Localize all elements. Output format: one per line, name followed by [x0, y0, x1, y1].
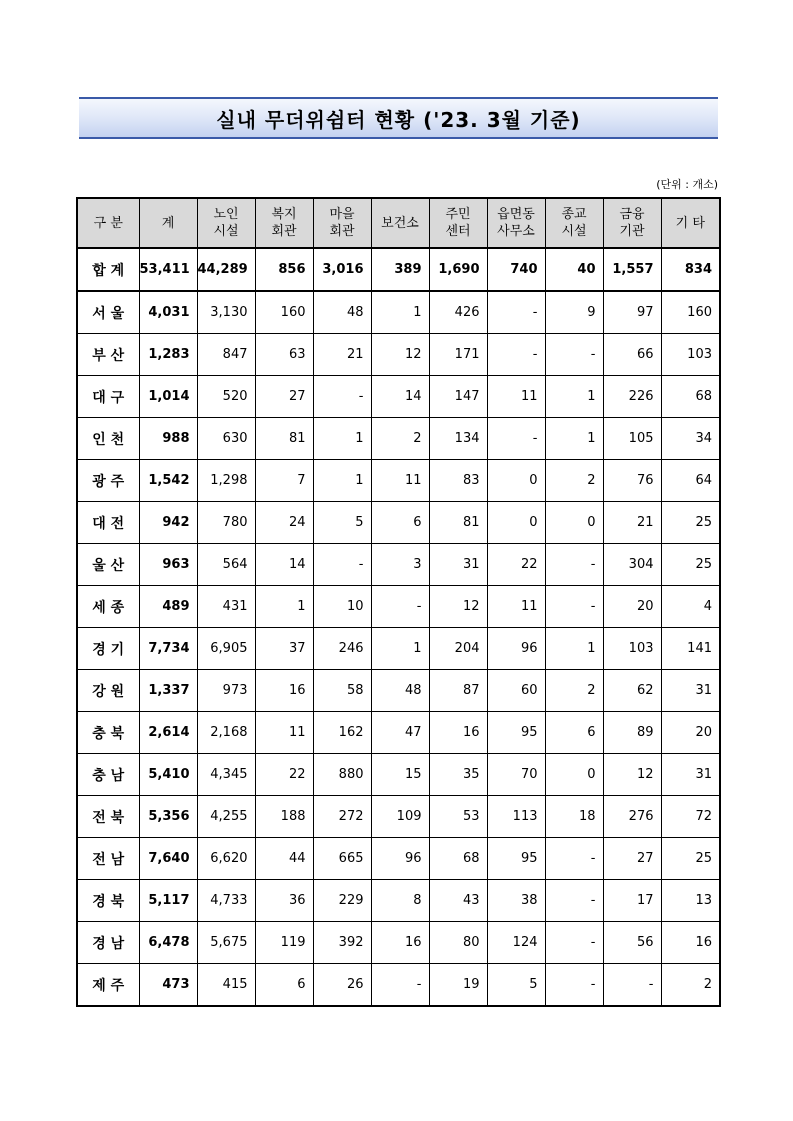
table-cell: 12 [603, 754, 661, 796]
table-cell: 20 [603, 586, 661, 628]
table-cell: 31 [661, 754, 720, 796]
table-row [77, 586, 720, 628]
table-cell: 53 [429, 796, 487, 838]
column-header: 주민 센터 [429, 198, 487, 248]
table-cell: 43 [429, 880, 487, 922]
table-cell: 103 [603, 628, 661, 670]
unit-note: (단위 : 개소) [656, 178, 718, 191]
table-cell: - [487, 291, 545, 334]
table-cell: 834 [661, 248, 720, 291]
table-cell: 0 [545, 754, 603, 796]
table-cell: 272 [313, 796, 371, 838]
table-row [77, 460, 720, 502]
table-cell: 162 [313, 712, 371, 754]
table-cell: 7,640 [139, 838, 197, 880]
table-cell: 68 [429, 838, 487, 880]
table-cell: 1,298 [197, 460, 255, 502]
table-cell: 5,356 [139, 796, 197, 838]
table-row [77, 922, 720, 964]
column-header: 읍면동 사무소 [487, 198, 545, 248]
table-cell: 1,542 [139, 460, 197, 502]
table-cell: 415 [197, 964, 255, 1007]
region-label: 광 주 [77, 460, 139, 502]
table-cell: - [487, 334, 545, 376]
table-cell: 70 [487, 754, 545, 796]
column-header: 노인 시설 [197, 198, 255, 248]
table-cell: - [545, 922, 603, 964]
table-cell: 2 [545, 460, 603, 502]
table-cell: - [545, 964, 603, 1007]
table-cell: 12 [371, 334, 429, 376]
table-cell: 124 [487, 922, 545, 964]
table-row [77, 544, 720, 586]
table-cell: 489 [139, 586, 197, 628]
table-cell: 1 [545, 418, 603, 460]
column-header: 복지 회관 [255, 198, 313, 248]
table-cell: 105 [603, 418, 661, 460]
table-cell: 226 [603, 376, 661, 418]
table-cell: 27 [603, 838, 661, 880]
table-cell: 7 [255, 460, 313, 502]
table-cell: 3,130 [197, 291, 255, 334]
table-cell: 15 [371, 754, 429, 796]
table-cell: 16 [255, 670, 313, 712]
region-label: 제 주 [77, 964, 139, 1007]
table-cell: 1,690 [429, 248, 487, 291]
table-cell: 17 [603, 880, 661, 922]
table-cell: - [487, 418, 545, 460]
table-cell: 31 [429, 544, 487, 586]
region-label: 합 계 [77, 248, 139, 291]
table-cell: - [313, 544, 371, 586]
table-cell: 426 [429, 291, 487, 334]
table-cell: 95 [487, 838, 545, 880]
table-cell: 2 [545, 670, 603, 712]
table-cell: 134 [429, 418, 487, 460]
table-cell: 113 [487, 796, 545, 838]
table-row [77, 964, 720, 1007]
table-cell: 665 [313, 838, 371, 880]
table-row [77, 838, 720, 880]
table-cell: 1,557 [603, 248, 661, 291]
table-cell: 8 [371, 880, 429, 922]
table-cell: 963 [139, 544, 197, 586]
table-cell: 97 [603, 291, 661, 334]
table-cell: 392 [313, 922, 371, 964]
table-cell: - [545, 544, 603, 586]
table-cell: 81 [255, 418, 313, 460]
table-cell: - [313, 376, 371, 418]
table-cell: 26 [313, 964, 371, 1007]
table-cell: 25 [661, 502, 720, 544]
table-cell: 856 [255, 248, 313, 291]
table-cell: 1,337 [139, 670, 197, 712]
table-cell: 48 [371, 670, 429, 712]
table-row [77, 880, 720, 922]
table-row [77, 712, 720, 754]
table-cell: 3 [371, 544, 429, 586]
table-cell: 880 [313, 754, 371, 796]
table-cell: 6 [255, 964, 313, 1007]
table-cell: 4,345 [197, 754, 255, 796]
table-row [77, 754, 720, 796]
table-cell: 62 [603, 670, 661, 712]
table-cell: 20 [661, 712, 720, 754]
table-cell: 21 [603, 502, 661, 544]
table-cell: 68 [661, 376, 720, 418]
table-cell: 276 [603, 796, 661, 838]
page-title: 실내 무더위쉼터 현황 ('23. 3월 기준) [216, 107, 581, 132]
table-cell: 10 [313, 586, 371, 628]
region-label: 전 남 [77, 838, 139, 880]
table-cell: 304 [603, 544, 661, 586]
table-cell: 81 [429, 502, 487, 544]
table-cell: 780 [197, 502, 255, 544]
table-cell: 5,410 [139, 754, 197, 796]
table-cell: 9 [545, 291, 603, 334]
table-cell: 16 [371, 922, 429, 964]
table-cell: 4 [661, 586, 720, 628]
table-cell: 0 [487, 460, 545, 502]
title-banner [79, 97, 718, 139]
table-cell: 53,411 [139, 248, 197, 291]
table-cell: 76 [603, 460, 661, 502]
region-label: 세 종 [77, 586, 139, 628]
table-cell: 160 [255, 291, 313, 334]
table-body [77, 248, 720, 1006]
table-cell: 942 [139, 502, 197, 544]
table-cell: 31 [661, 670, 720, 712]
table-cell: 246 [313, 628, 371, 670]
table-cell: - [545, 586, 603, 628]
table-row [77, 628, 720, 670]
table-cell: 11 [487, 586, 545, 628]
table-row [77, 502, 720, 544]
table-cell: 36 [255, 880, 313, 922]
table-cell: 1 [545, 628, 603, 670]
table-cell: 44 [255, 838, 313, 880]
table-cell: 1 [371, 291, 429, 334]
table-cell: 47 [371, 712, 429, 754]
column-header: 보건소 [371, 198, 429, 248]
table-cell: 22 [255, 754, 313, 796]
table-cell: 14 [255, 544, 313, 586]
table-cell: 72 [661, 796, 720, 838]
table-cell: 18 [545, 796, 603, 838]
shelter-table [76, 197, 721, 1007]
column-header: 기 타 [661, 198, 720, 248]
table-cell: 6,620 [197, 838, 255, 880]
table-cell: 13 [661, 880, 720, 922]
table-cell: 204 [429, 628, 487, 670]
table-cell: 4,255 [197, 796, 255, 838]
table-cell: 171 [429, 334, 487, 376]
table-cell: 24 [255, 502, 313, 544]
table-cell: - [371, 964, 429, 1007]
table-cell: 96 [371, 838, 429, 880]
table-cell: 96 [487, 628, 545, 670]
table-cell: 630 [197, 418, 255, 460]
table-cell: 95 [487, 712, 545, 754]
table-cell: 27 [255, 376, 313, 418]
table-cell: - [545, 880, 603, 922]
table-cell: 103 [661, 334, 720, 376]
table-cell: 34 [661, 418, 720, 460]
column-header: 계 [139, 198, 197, 248]
table-cell: - [545, 334, 603, 376]
table-cell: 5 [487, 964, 545, 1007]
table-cell: 160 [661, 291, 720, 334]
table-cell: 229 [313, 880, 371, 922]
table-cell: 14 [371, 376, 429, 418]
table-cell: 119 [255, 922, 313, 964]
region-label: 경 남 [77, 922, 139, 964]
table-row [77, 334, 720, 376]
table-cell: 109 [371, 796, 429, 838]
table-cell: 80 [429, 922, 487, 964]
table-cell: 38 [487, 880, 545, 922]
table-cell: 564 [197, 544, 255, 586]
table-cell: 6 [371, 502, 429, 544]
table-cell: 19 [429, 964, 487, 1007]
table-row [77, 670, 720, 712]
table-cell: 141 [661, 628, 720, 670]
region-label: 울 산 [77, 544, 139, 586]
table-cell: 5,117 [139, 880, 197, 922]
table-cell: 5 [313, 502, 371, 544]
table-cell: 1,014 [139, 376, 197, 418]
header-row [77, 198, 720, 248]
table-cell: 64 [661, 460, 720, 502]
table-cell: 2 [371, 418, 429, 460]
region-label: 경 북 [77, 880, 139, 922]
region-label: 인 천 [77, 418, 139, 460]
table-cell: 25 [661, 838, 720, 880]
region-label: 대 구 [77, 376, 139, 418]
table-cell: 83 [429, 460, 487, 502]
table-cell: 1 [313, 418, 371, 460]
table-cell: 6,905 [197, 628, 255, 670]
table-cell: 22 [487, 544, 545, 586]
table-cell: 11 [371, 460, 429, 502]
region-label: 강 원 [77, 670, 139, 712]
table-cell: - [545, 838, 603, 880]
table-cell: 2 [661, 964, 720, 1007]
table-cell: 12 [429, 586, 487, 628]
table-cell: 473 [139, 964, 197, 1007]
table-cell: 1 [371, 628, 429, 670]
table-cell: 21 [313, 334, 371, 376]
table-cell: 1 [545, 376, 603, 418]
table-cell: 48 [313, 291, 371, 334]
table-cell: 6 [545, 712, 603, 754]
table-cell: 5,675 [197, 922, 255, 964]
table-cell: 1 [255, 586, 313, 628]
table-cell: 389 [371, 248, 429, 291]
table-cell: 25 [661, 544, 720, 586]
table-cell: 16 [661, 922, 720, 964]
table-cell: 0 [545, 502, 603, 544]
region-label: 전 북 [77, 796, 139, 838]
table-cell: 4,733 [197, 880, 255, 922]
table-row [77, 796, 720, 838]
region-label: 부 산 [77, 334, 139, 376]
column-header: 종교 시설 [545, 198, 603, 248]
table-cell: 973 [197, 670, 255, 712]
total-row [77, 248, 720, 291]
region-label: 경 기 [77, 628, 139, 670]
table-cell: 44,289 [197, 248, 255, 291]
table-cell: 431 [197, 586, 255, 628]
region-label: 충 남 [77, 754, 139, 796]
table-row [77, 291, 720, 334]
table-cell: 3,016 [313, 248, 371, 291]
table-cell: 1 [313, 460, 371, 502]
column-header: 마을 회관 [313, 198, 371, 248]
table-cell: 87 [429, 670, 487, 712]
table-cell: 2,168 [197, 712, 255, 754]
table-cell: 147 [429, 376, 487, 418]
table-cell: 2,614 [139, 712, 197, 754]
table-row [77, 376, 720, 418]
table-cell: 63 [255, 334, 313, 376]
table-cell: 40 [545, 248, 603, 291]
table-cell: 66 [603, 334, 661, 376]
table-cell: 58 [313, 670, 371, 712]
table-cell: 520 [197, 376, 255, 418]
table-cell: - [371, 586, 429, 628]
table-cell: 35 [429, 754, 487, 796]
table-cell: 0 [487, 502, 545, 544]
table-cell: 188 [255, 796, 313, 838]
table-cell: 740 [487, 248, 545, 291]
region-label: 대 전 [77, 502, 139, 544]
table-row [77, 418, 720, 460]
table-cell: 56 [603, 922, 661, 964]
table-cell: 16 [429, 712, 487, 754]
table-cell: 37 [255, 628, 313, 670]
table-cell: 7,734 [139, 628, 197, 670]
table-cell: 11 [255, 712, 313, 754]
table-cell: 11 [487, 376, 545, 418]
table-cell: 988 [139, 418, 197, 460]
table-cell: - [603, 964, 661, 1007]
table-cell: 4,031 [139, 291, 197, 334]
table-cell: 60 [487, 670, 545, 712]
table-cell: 847 [197, 334, 255, 376]
table-cell: 6,478 [139, 922, 197, 964]
table-cell: 1,283 [139, 334, 197, 376]
table-cell: 89 [603, 712, 661, 754]
region-label: 충 북 [77, 712, 139, 754]
column-header: 금융 기관 [603, 198, 661, 248]
column-header: 구 분 [77, 198, 139, 248]
region-label: 서 울 [77, 291, 139, 334]
